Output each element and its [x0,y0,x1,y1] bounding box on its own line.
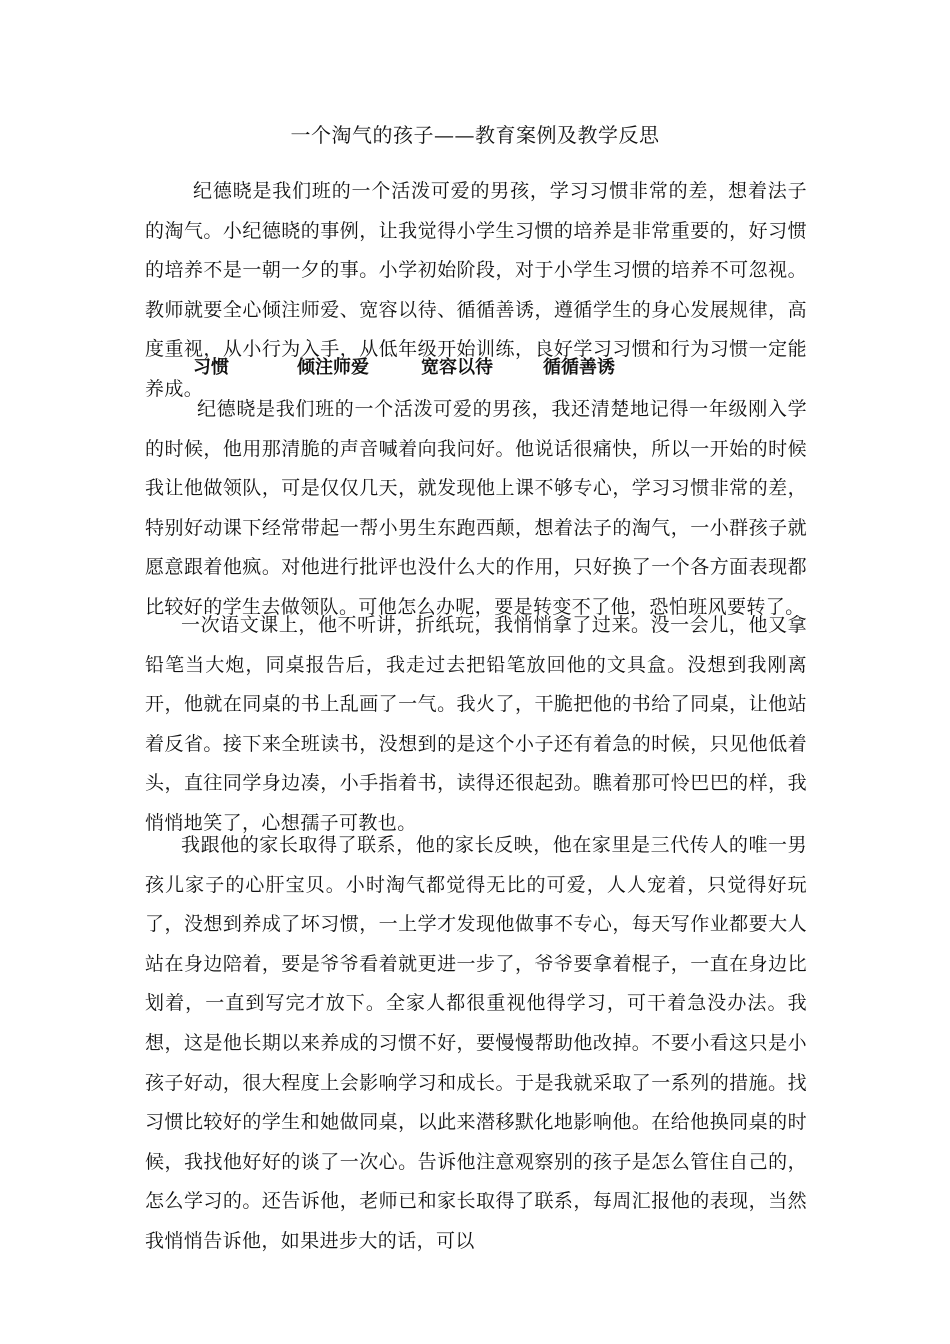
keyword-item: 循循善诱 [543,357,615,378]
paragraph-abstract: 纪德晓是我们班的一个活泼可爱的男孩，学习习惯非常的差，想着法子的淘气。小纪德晓的事例，让我觉得小学生习惯的培养是非常重要的，好习惯的培养不是一朝一夕的事。小学初始阶段，对于小学生习惯的培养不可忽视。教师就要全心倾注师爱、宽容以待、循循善诱，遵循学生的身心发展规律，高度重视，从小行为入手，从低年级开始训练，良好学习习惯和行为习惯一定能养成。 [145,180,807,400]
keyword-item: 倾注师爱 [297,357,369,378]
document-title: 一个淘气的孩子——教育案例及教学反思 [290,123,660,147]
paragraph-body: 纪德晓是我们班的一个活泼可爱的男孩，我还清楚地记得一年级刚入学的时候，他用那清脆的声音喊着向我问好。他说话很痛快，所以一开始的时候我让他做领队，可是仅仅几天，就发现他上课不够专心，学习习惯非常的差，特别好动课下经常带起一帮小男生东跑西颠，想着法子的淘气，一小群孩子就愿意跟着他疯。对他进行批评也没什么大的作用，只好换了一个各方面表现都比较好的学生去做领队。可他怎么办呢，要是转变不了他，恐怕班风要转了。 [145,398,807,618]
keyword-item: 习惯 [193,357,229,378]
keyword-item: 宽容以待 [421,357,493,378]
paragraph-body: 我跟他的家长取得了联系，他的家长反映，他在家里是三代传人的唯一男孩儿家子的心肝宝贝。小时淘气都觉得无比的可爱，人人宠着，只觉得好玩了，没想到养成了坏习惯，一上学才发现他做事不专心，每天写作业都要大人站在身边陪着，要是爷爷看着就更进一步了，爷爷要拿着棍子，一直在身边比划着，一直到写完才放下。全家人都很重视他得学习，可干着急没办法。我想，这是他长期以来养成的习惯不好，要慢慢帮助他改掉。不要小看这只是小孩子好动，很大程度上会影响学习和成长。于是我就采取了一系列的措施。找习惯比较好的学生和她做同桌，以此来潜移默化地影响他。在给他换同桌的时候，我找他好好的谈了一次心。告诉他注意观察别的孩子是怎么管住自己的，怎么学习的。还告诉他，老师已和家长取得了联系，每周汇报他的表现，当然我悄悄告诉他，如果进步大的话，可以 [145,834,807,1252]
paragraph-body: 一次语文课上，他不听讲，折纸玩，我悄悄拿了过来。没一会儿，他又拿铅笔当大炮，同桌报告后，我走过去把铅笔放回他的文具盒。没想到我刚离开，他就在同桌的书上乱画了一气。我火了，干脆把他的书给了同桌，让他站着反省。接下来全班读书，没想到的是这个小子还有着急的时候，只见他低着头，直往同学身边凑，小手指着书，读得还很起劲。瞧着那可怜巴巴的样，我悄悄地笑了，心想孺子可教也。 [145,614,807,834]
